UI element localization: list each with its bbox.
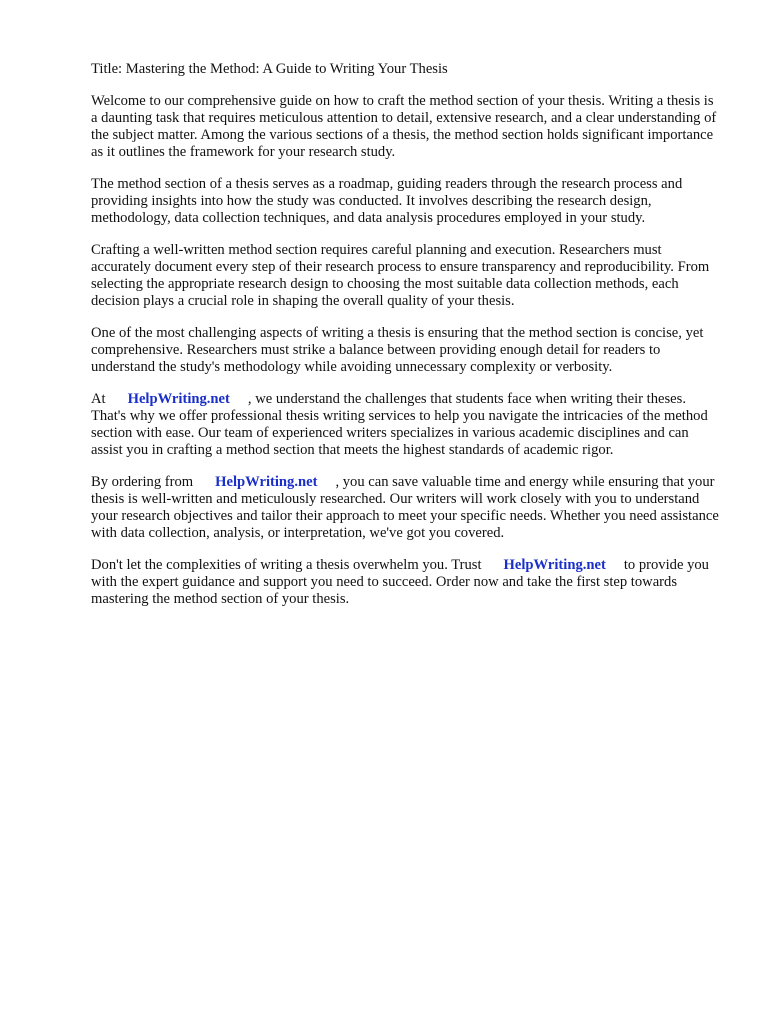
paragraph-ordering — [91, 474, 723, 542]
paragraph-text-before: At — [91, 391, 106, 407]
paragraph-closing — [91, 557, 723, 608]
helpwriting-link[interactable]: HelpWriting.net — [215, 474, 318, 490]
paragraph-intro: Welcome to our comprehensive guide on how to craft the method section of your thesis. Writing a thesis is a daunting task that requires meticulous attention to detail, extensive research, and a clear understanding of the subject matter. Among the various sections of a thesis, the method section holds significant importance as it outlines the framework for your research study. — [91, 93, 717, 160]
paragraph-text-before: Don't let the complexities of writing a thesis overwhelm you. Trust — [91, 557, 482, 573]
paragraph-text-after: , you can save valuable time and energy while ensuring that your thesis is well-written and meticulously researched. Our writers will work closely with you to understand your research objectives and tailor their approach to meet your specific needs. Whether you need assistance with data collection, analysis, or interpretation, we've got you covered. — [91, 474, 719, 541]
paragraph-helpwriting-intro — [91, 391, 723, 459]
document-title: Title: Mastering the Method: A Guide to Writing Your Thesis — [91, 61, 448, 77]
paragraph-text-before: By ordering from — [91, 474, 194, 490]
document-body — [91, 61, 723, 623]
paragraph-roadmap: The method section of a thesis serves as a roadmap, guiding readers through the research process and providing insights into how the study was conducted. It involves describing the research design, methodology, data collection techniques, and data analysis procedures employed in your study. — [91, 176, 683, 226]
paragraph-challenges: One of the most challenging aspects of writing a thesis is ensuring that the method section is concise, yet comprehensive. Researchers must strike a balance between providing enough detail for readers to understand the study's methodology while avoiding unnecessary complexity or verbosity. — [91, 325, 704, 375]
paragraph-text-after: to provide you with the expert guidance and support you need to succeed. Order now and take the first step towards mastering the method section of your thesis. — [91, 557, 709, 607]
paragraph-text-after: , we understand the challenges that students face when writing their theses. That's why we offer professional thesis writing services to help you navigate the intricacies of the method section with ease. Our team of experienced writers specializes in various academic disciplines and can assist you in crafting a method section that meets the highest standards of academic rigor. — [91, 391, 708, 458]
helpwriting-link[interactable]: HelpWriting.net — [127, 391, 230, 407]
paragraph-crafting: Crafting a well-written method section requires careful planning and execution. Researchers must accurately document every step of their research process to ensure transparency and reproducibility. From selecting the appropriate research design to choosing the most suitable data collection methods, each decision plays a crucial role in shaping the overall quality of your thesis. — [91, 242, 710, 309]
helpwriting-link[interactable]: HelpWriting.net — [503, 557, 606, 573]
